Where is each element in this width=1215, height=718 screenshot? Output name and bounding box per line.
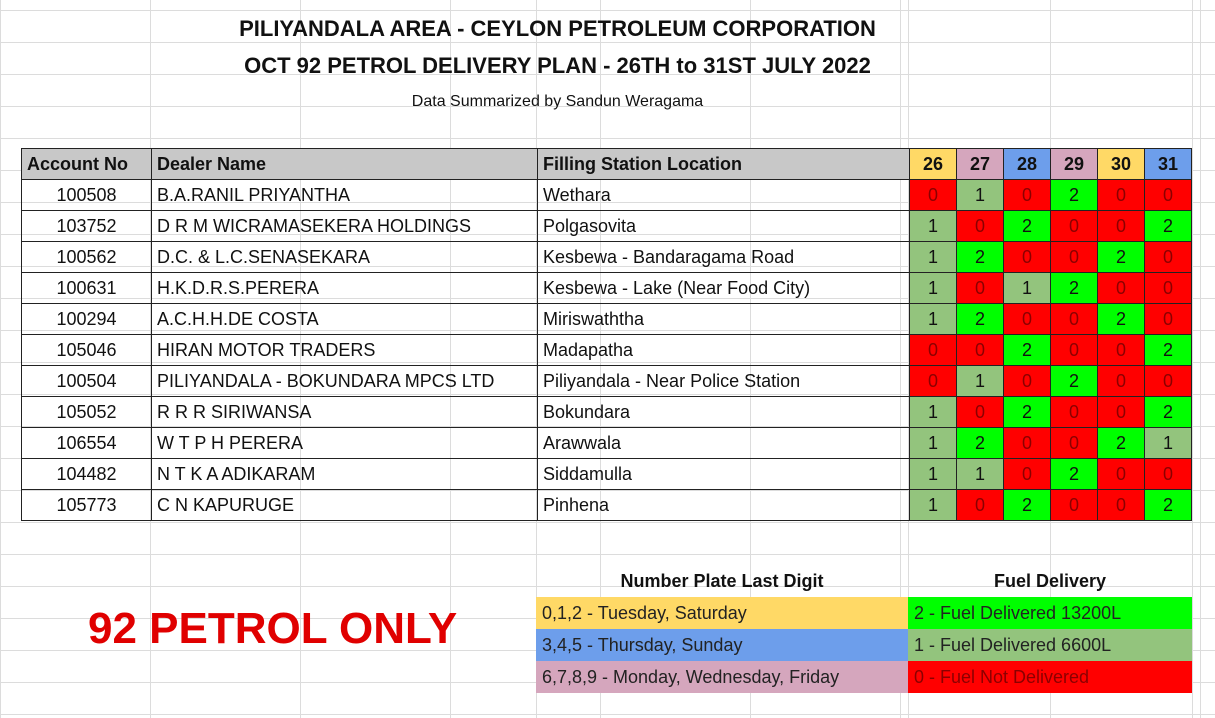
delivery-cell: 0 <box>1145 459 1192 490</box>
table-row <box>22 180 1192 211</box>
delivery-cell: 2 <box>1098 428 1145 459</box>
day-header: 31 <box>1145 149 1192 180</box>
delivery-cell: 2 <box>957 304 1004 335</box>
dealer-cell: A.C.H.H.DE COSTA <box>152 304 538 335</box>
delivery-cell: 0 <box>957 211 1004 242</box>
delivery-cell: 2 <box>1145 490 1192 521</box>
delivery-cell: 2 <box>1051 180 1098 211</box>
delivery-cell: 0 <box>1098 459 1145 490</box>
dealer-cell: B.A.RANIL PRIYANTHA <box>152 180 538 211</box>
delivery-cell: 0 <box>1004 304 1051 335</box>
table-row <box>22 273 1192 304</box>
account-cell: 105046 <box>22 335 152 366</box>
legend-row <box>908 597 1192 629</box>
account-cell: 100631 <box>22 273 152 304</box>
account-cell: 103752 <box>22 211 152 242</box>
delivery-cell: 0 <box>910 335 957 366</box>
delivery-cell: 2 <box>957 242 1004 273</box>
table-row <box>22 304 1192 335</box>
delivery-cell: 1 <box>910 211 957 242</box>
column-header-dealer: Dealer Name <box>152 149 538 180</box>
delivery-cell: 0 <box>1098 180 1145 211</box>
delivery-cell: 2 <box>1051 273 1098 304</box>
delivery-cell: 2 <box>1145 397 1192 428</box>
fuel-legend <box>908 597 1192 693</box>
legend-row <box>908 629 1192 661</box>
dealer-cell: W T P H PERERA <box>152 428 538 459</box>
grid-line <box>1192 0 1193 718</box>
delivery-cell: 2 <box>1004 490 1051 521</box>
delivery-cell: 0 <box>1098 273 1145 304</box>
location-cell: Pinhena <box>538 490 910 521</box>
delivery-cell: 0 <box>1145 273 1192 304</box>
delivery-cell: 1 <box>910 490 957 521</box>
delivery-cell: 2 <box>1051 459 1098 490</box>
location-cell: Bokundara <box>538 397 910 428</box>
delivery-cell: 1 <box>910 304 957 335</box>
day-header: 27 <box>957 149 1004 180</box>
location-cell: Arawwala <box>538 428 910 459</box>
delivery-cell: 0 <box>957 490 1004 521</box>
location-cell: Wethara <box>538 180 910 211</box>
delivery-cell: 0 <box>957 397 1004 428</box>
table-row <box>22 428 1192 459</box>
delivery-cell: 0 <box>957 273 1004 304</box>
legend-row <box>536 629 908 661</box>
delivery-cell: 1 <box>1004 273 1051 304</box>
delivery-cell: 2 <box>1145 335 1192 366</box>
legend-row <box>536 597 908 629</box>
location-cell: Miriswaththa <box>538 304 910 335</box>
dealer-cell: HIRAN MOTOR TRADERS <box>152 335 538 366</box>
dealer-cell: N T K A ADIKARAM <box>152 459 538 490</box>
dealer-cell: D R M WICRAMASEKERA HOLDINGS <box>152 211 538 242</box>
location-cell: Polgasovita <box>538 211 910 242</box>
delivery-cell: 2 <box>957 428 1004 459</box>
delivery-cell: 0 <box>1004 459 1051 490</box>
delivery-cell: 2 <box>1004 335 1051 366</box>
delivery-cell: 2 <box>1051 366 1098 397</box>
delivery-cell: 2 <box>1145 211 1192 242</box>
delivery-cell: 0 <box>957 335 1004 366</box>
plate-legend-item: 3,4,5 - Thursday, Sunday <box>536 629 908 661</box>
account-cell: 100504 <box>22 366 152 397</box>
page-subtitle: OCT 92 PETROL DELIVERY PLAN - 26TH to 31ST JULY 2022 <box>244 53 871 78</box>
table-row <box>22 397 1192 428</box>
column-header-location: Filling Station Location <box>538 149 910 180</box>
delivery-cell: 2 <box>1004 211 1051 242</box>
delivery-cell: 1 <box>910 428 957 459</box>
delivery-cell: 0 <box>1098 490 1145 521</box>
day-header: 30 <box>1098 149 1145 180</box>
plate-legend-item: 6,7,8,9 - Monday, Wednesday, Friday <box>536 661 908 693</box>
location-cell: Madapatha <box>538 335 910 366</box>
day-header: 29 <box>1051 149 1098 180</box>
plate-legend-item: 0,1,2 - Tuesday, Saturday <box>536 597 908 629</box>
account-cell: 105773 <box>22 490 152 521</box>
dealer-cell: C N KAPURUGE <box>152 490 538 521</box>
plate-legend-heading: Number Plate Last Digit <box>620 571 824 591</box>
delivery-cell: 0 <box>1051 428 1098 459</box>
fuel-legend-heading: Fuel Delivery <box>993 571 1107 591</box>
location-cell: Siddamulla <box>538 459 910 490</box>
account-cell: 105052 <box>22 397 152 428</box>
table-row <box>22 211 1192 242</box>
petrol-only-banner: 92 PETROL ONLY <box>88 604 458 653</box>
account-cell: 100562 <box>22 242 152 273</box>
delivery-cell: 0 <box>1004 242 1051 273</box>
delivery-cell: 1 <box>910 242 957 273</box>
table-row <box>22 459 1192 490</box>
dealer-cell: D.C. & L.C.SENASEKARA <box>152 242 538 273</box>
delivery-cell: 0 <box>1004 428 1051 459</box>
delivery-cell: 0 <box>1145 304 1192 335</box>
delivery-cell: 1 <box>910 273 957 304</box>
delivery-cell: 0 <box>1098 211 1145 242</box>
legend-row <box>536 661 908 693</box>
delivery-cell: 2 <box>1098 242 1145 273</box>
location-cell: Piliyandala - Near Police Station <box>538 366 910 397</box>
location-cell: Kesbewa - Lake (Near Food City) <box>538 273 910 304</box>
delivery-cell: 0 <box>1051 397 1098 428</box>
account-cell: 106554 <box>22 428 152 459</box>
account-cell: 100294 <box>22 304 152 335</box>
table-row <box>22 335 1192 366</box>
legend-row <box>908 661 1192 693</box>
account-cell: 100508 <box>22 180 152 211</box>
delivery-cell: 0 <box>1051 242 1098 273</box>
delivery-cell: 0 <box>1098 366 1145 397</box>
delivery-cell: 0 <box>1098 335 1145 366</box>
delivery-cell: 0 <box>1145 180 1192 211</box>
delivery-cell: 0 <box>1051 490 1098 521</box>
table-row <box>22 366 1192 397</box>
table-header-row <box>22 149 1192 180</box>
delivery-cell: 2 <box>1004 397 1051 428</box>
delivery-cell: 0 <box>910 180 957 211</box>
table-row <box>22 242 1192 273</box>
column-header-account: Account No <box>22 149 152 180</box>
delivery-cell: 0 <box>1145 366 1192 397</box>
delivery-cell: 0 <box>1098 397 1145 428</box>
delivery-cell: 1 <box>910 459 957 490</box>
table-row <box>22 490 1192 521</box>
delivery-plan-table <box>21 148 1192 521</box>
fuel-legend-item: 2 - Fuel Delivered 13200L <box>908 597 1192 629</box>
page-title: PILIYANDALA AREA - CEYLON PETROLEUM CORPORATION <box>239 16 876 41</box>
delivery-cell: 0 <box>1004 180 1051 211</box>
delivery-cell: 0 <box>1051 335 1098 366</box>
location-cell: Kesbewa - Bandaragama Road <box>538 242 910 273</box>
delivery-cell: 1 <box>957 366 1004 397</box>
dealer-cell: PILIYANDALA - BOKUNDARA MPCS LTD <box>152 366 538 397</box>
account-cell: 104482 <box>22 459 152 490</box>
delivery-cell: 1 <box>957 459 1004 490</box>
day-header: 26 <box>910 149 957 180</box>
delivery-cell: 0 <box>1051 304 1098 335</box>
dealer-cell: R R R SIRIWANSA <box>152 397 538 428</box>
dealer-cell: H.K.D.R.S.PERERA <box>152 273 538 304</box>
delivery-cell: 0 <box>1051 211 1098 242</box>
delivery-cell: 1 <box>910 397 957 428</box>
fuel-legend-item: 1 - Fuel Delivered 6600L <box>908 629 1192 661</box>
day-header: 28 <box>1004 149 1051 180</box>
delivery-cell: 2 <box>1098 304 1145 335</box>
plate-legend <box>536 597 908 693</box>
fuel-legend-item: 0 - Fuel Not Delivered <box>908 661 1192 693</box>
delivery-cell: 1 <box>957 180 1004 211</box>
credit-line: Data Summarized by Sandun Weragama <box>411 93 704 110</box>
delivery-cell: 1 <box>1145 428 1192 459</box>
delivery-cell: 0 <box>910 366 957 397</box>
delivery-cell: 0 <box>1004 366 1051 397</box>
delivery-cell: 0 <box>1145 242 1192 273</box>
